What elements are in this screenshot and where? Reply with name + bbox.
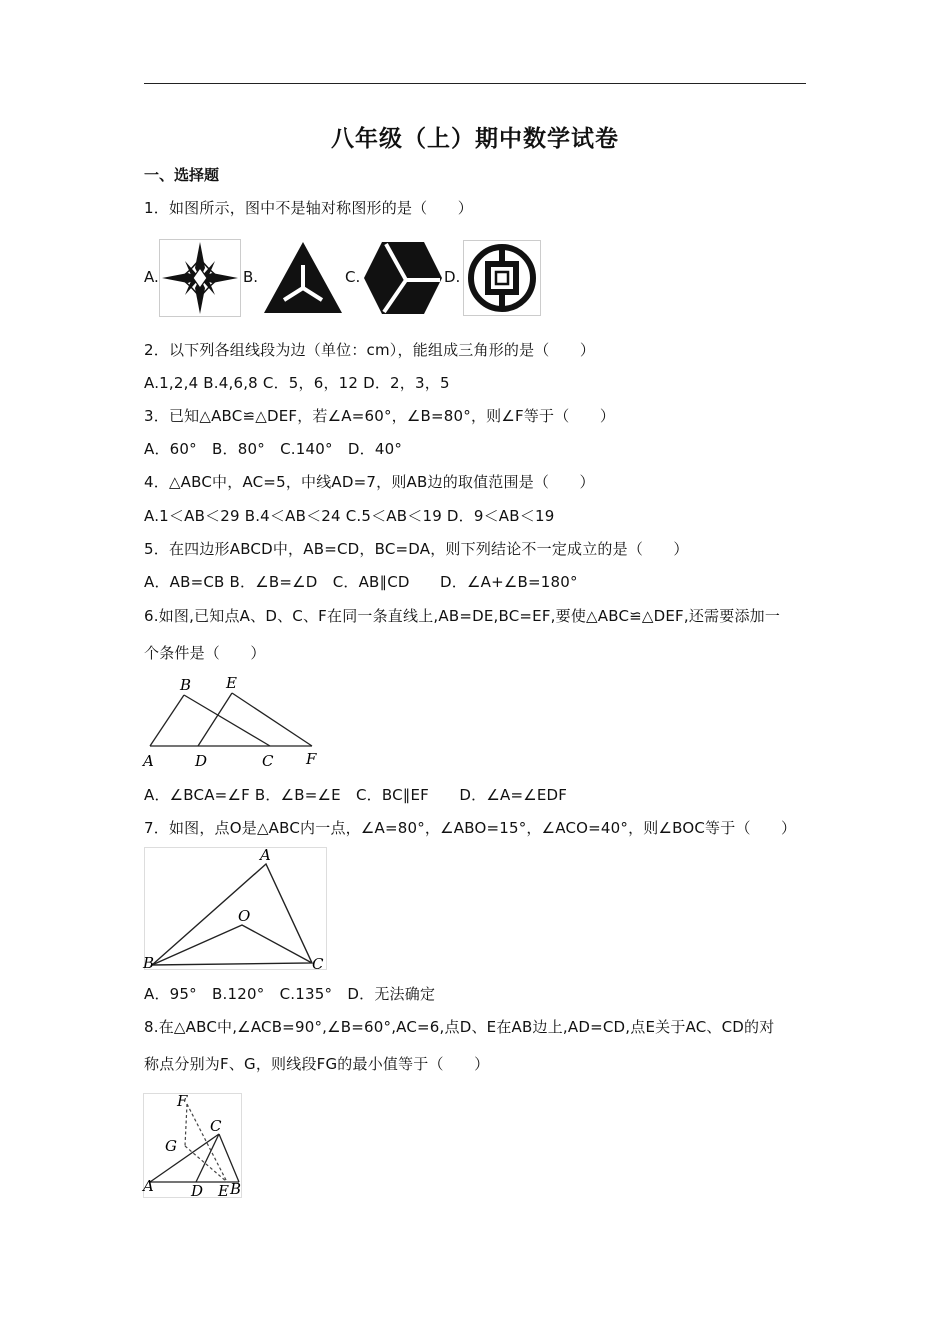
question-3-stem: 3．已知△ABC≌△DEF，若∠A=60°，∠B=80°，则∠F等于（ ）: [144, 407, 616, 425]
q6-label-a: A: [143, 752, 154, 770]
q6-label-e: E: [226, 674, 237, 692]
q8-label-d: D: [191, 1182, 204, 1200]
q6-figure: [140, 674, 322, 772]
q1-option-b-label: B.: [243, 268, 259, 286]
question-6-stem-line-2: 个条件是（ ）: [144, 644, 266, 662]
q1-option-d-label: D.: [444, 268, 461, 286]
q8-dotted-fg: [185, 1104, 187, 1146]
question-6-stem-line-1: 6.如图,已知点A、D、C、F在同一条直线上,AB=DE,BC=EF,要使△ABC≌△DEF,还需要添加一: [144, 607, 781, 625]
q6-segment-de: [198, 693, 232, 746]
coin-square-hole-icon: [463, 240, 541, 316]
question-8-stem-line-2: 称点分别为F、G，则线段FG的最小值等于（ ）: [144, 1055, 490, 1073]
question-4-options: A.1＜AB＜29 B.4＜AB＜24 C.5＜AB＜19 D．9＜AB＜19: [144, 507, 555, 525]
question-2-options: A.1,2,4 B.4,6,8 C．5，6，12 D．2，3，5: [144, 374, 450, 392]
q6-segment-bc: [184, 695, 270, 746]
header-rule: [144, 83, 806, 84]
question-5-options: A．AB=CB B．∠B=∠D C．AB∥CD D．∠A+∠B=180°: [144, 573, 578, 591]
compass-star-icon: [159, 239, 241, 317]
q1-option-a-label: A.: [144, 268, 159, 286]
triangle-tri-cut-icon: [262, 240, 344, 316]
q8-label-g: G: [165, 1137, 177, 1155]
q8-label-e: E: [218, 1182, 229, 1200]
q8-figure: [140, 1090, 245, 1200]
q8-dotted-ge: [185, 1146, 227, 1182]
question-1-stem: 1．如图所示，图中不是轴对称图形的是（ ）: [144, 199, 473, 217]
q7-segments-bo-oc: [152, 925, 312, 965]
question-3-options: A．60° B．80° C.140° D．40°: [144, 440, 403, 458]
q7-figure: [140, 845, 330, 973]
q8-label-b: B: [230, 1180, 242, 1198]
q6-label-d: D: [195, 752, 208, 770]
q8-label-a: A: [143, 1177, 154, 1195]
q7-label-c: C: [312, 955, 324, 973]
q6-label-f: F: [306, 750, 317, 768]
q1-option-c-label: C.: [345, 268, 361, 286]
question-7-stem: 7．如图，点O是△ABC内一点，∠A=80°，∠ABO=15°，∠ACO=40°，则∠BOC等于（ ）: [144, 819, 797, 837]
question-8-stem-line-1: 8.在△ABC中,∠ACB=90°,∠B=60°,AC=6,点D、E在AB边上,AD=CD,点E关于AC、CD的对: [144, 1018, 775, 1036]
q6-segment-ab: [150, 695, 184, 746]
q6-label-b: B: [180, 676, 192, 694]
q6-label-c: C: [262, 752, 274, 770]
q7-label-o: O: [238, 907, 251, 925]
page-title: 八年级（上）期中数学试卷: [331, 126, 619, 152]
question-4-stem: 4．△ABC中，AC=5，中线AD=7，则AB边的取值范围是（ ）: [144, 473, 595, 491]
section-heading: 一、选择题: [144, 166, 220, 184]
question-7-options: A．95° B.120° C.135° D．无法确定: [144, 985, 436, 1003]
q6-segment-ef: [232, 693, 312, 746]
question-5-stem: 5．在四边形ABCD中，AB=CD，BC=DA，则下列结论不一定成立的是（ ）: [144, 540, 689, 558]
question-6-options: A．∠BCA=∠F B．∠B=∠E C．BC∥EF D．∠A=∠EDF: [144, 786, 568, 804]
q7-label-b: B: [143, 954, 155, 972]
question-2-stem: 2．以下列各组线段为边（单位：cm），能组成三角形的是（ ）: [144, 341, 596, 359]
q8-label-c: C: [210, 1117, 222, 1135]
q8-segment-cb: [219, 1134, 239, 1182]
q7-label-a: A: [260, 846, 271, 864]
q8-label-f: F: [177, 1092, 188, 1110]
q8-segment-ac: [150, 1134, 219, 1182]
drive-hexagon-icon: [362, 240, 444, 316]
